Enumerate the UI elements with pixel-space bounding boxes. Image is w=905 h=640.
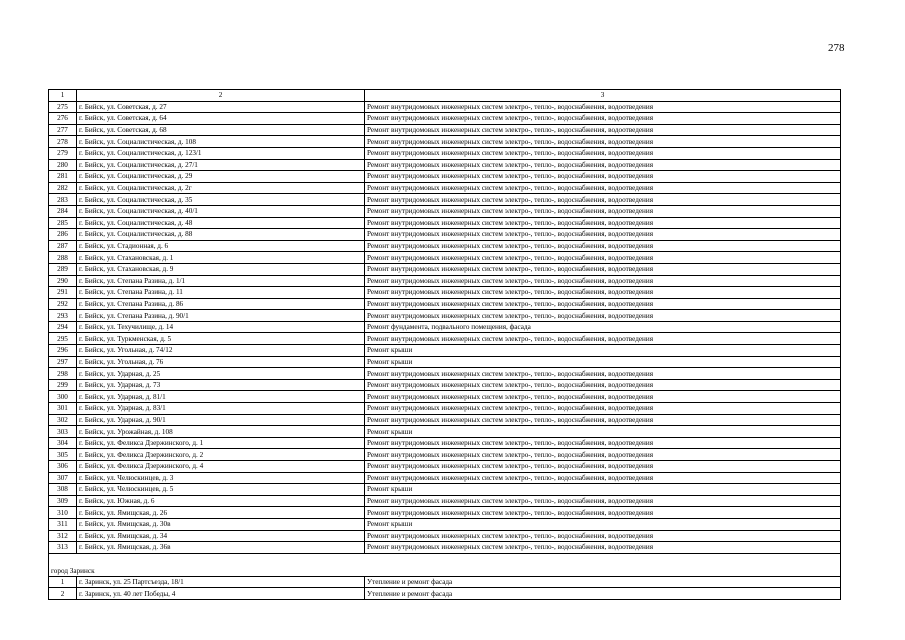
- row-number: 283: [49, 194, 77, 206]
- row-number: 2: [49, 588, 77, 600]
- row-work-type: Ремонт внутридомовых инженерных систем электро-, тепло-, водоснабжения, водоотведения: [365, 136, 841, 148]
- row-work-type: Ремонт внутридомовых инженерных систем электро-, тепло-, водоснабжения, водоотведения: [365, 461, 841, 473]
- row-work-type: Ремонт внутридомовых инженерных систем электро-, тепло-, водоснабжения, водоотведения: [365, 333, 841, 345]
- row-work-type: Ремонт внутридомовых инженерных систем электро-, тепло-, водоснабжения, водоотведения: [365, 379, 841, 391]
- row-number: 281: [49, 171, 77, 183]
- row-address: г. Бийск, ул. Челюскинцев, д. 5: [77, 484, 365, 496]
- row-work-type: Ремонт внутридомовых инженерных систем электро-, тепло-, водоснабжения, водоотведения: [365, 113, 841, 125]
- row-work-type: Ремонт внутридомовых инженерных систем электро-, тепло-, водоснабжения, водоотведения: [365, 287, 841, 299]
- table-row: [49, 368, 841, 380]
- row-work-type: Ремонт внутридомовых инженерных систем электро-, тепло-, водоснабжения, водоотведения: [365, 449, 841, 461]
- row-work-type: Ремонт внутридомовых инженерных систем электро-, тепло-, водоснабжения, водоотведения: [365, 275, 841, 287]
- row-number: 289: [49, 263, 77, 275]
- page-number: 278: [828, 42, 845, 54]
- row-address: г. Бийск, ул. Угольная, д. 74/12: [77, 345, 365, 357]
- row-address: г. Бийск, ул. Советская, д. 68: [77, 124, 365, 136]
- table-row: [49, 507, 841, 519]
- table-row: [49, 147, 841, 159]
- table-row: [49, 194, 841, 206]
- row-work-type: Ремонт внутридомовых инженерных систем электро-, тепло-, водоснабжения, водоотведения: [365, 240, 841, 252]
- row-address: г. Бийск, ул. Ударная, д. 25: [77, 368, 365, 380]
- row-number: 1: [49, 576, 77, 588]
- row-number: 290: [49, 275, 77, 287]
- header-col-1: 1: [49, 90, 77, 102]
- row-address: г. Бийск, ул. Социалистическая, д. 108: [77, 136, 365, 148]
- row-number: 301: [49, 403, 77, 415]
- row-work-type: Ремонт внутридомовых инженерных систем электро-, тепло-, водоснабжения, водоотведения: [365, 530, 841, 542]
- table-row: [49, 229, 841, 241]
- row-number: 296: [49, 345, 77, 357]
- table-row: [49, 345, 841, 357]
- row-address: г. Бийск, ул. Советская, д. 27: [77, 101, 365, 113]
- row-work-type: Ремонт внутридомовых инженерных систем электро-, тепло-, водоснабжения, водоотведения: [365, 542, 841, 554]
- table-row: [49, 310, 841, 322]
- header-col-2: 2: [77, 90, 365, 102]
- row-address: г. Заринск, ул. 40 лет Победы, 4: [77, 588, 365, 600]
- row-address: г. Бийск, ул. Степана Разина, д. 1/1: [77, 275, 365, 287]
- row-work-type: Ремонт внутридомовых инженерных систем электро-, тепло-, водоснабжения, водоотведения: [365, 124, 841, 136]
- row-number: 285: [49, 217, 77, 229]
- table-row: [49, 182, 841, 194]
- row-address: г. Бийск, ул. Советская, д. 64: [77, 113, 365, 125]
- row-work-type: Ремонт внутридомовых инженерных систем электро-, тепло-, водоснабжения, водоотведения: [365, 147, 841, 159]
- row-address: г. Бийск, ул. Степана Разина, д. 86: [77, 298, 365, 310]
- table-row: [49, 275, 841, 287]
- table-row: [49, 333, 841, 345]
- row-address: г. Бийск, ул. Ударная, д. 90/1: [77, 414, 365, 426]
- table-row: [49, 472, 841, 484]
- table-row: [49, 518, 841, 530]
- row-number: 311: [49, 518, 77, 530]
- table-row: [49, 205, 841, 217]
- table-row: [49, 298, 841, 310]
- row-number: 288: [49, 252, 77, 264]
- row-address: г. Бийск, ул. Ямищская, д. 26: [77, 507, 365, 519]
- table-row: [49, 321, 841, 333]
- row-address: г. Бийск, ул. Техучилище, д. 14: [77, 321, 365, 333]
- row-number: 302: [49, 414, 77, 426]
- row-number: 305: [49, 449, 77, 461]
- row-address: г. Бийск, ул. Урожайная, д. 108: [77, 426, 365, 438]
- row-work-type: Утепление и ремонт фасада: [365, 588, 841, 600]
- row-address: г. Бийск, ул. Ударная, д. 81/1: [77, 391, 365, 403]
- row-address: г. Бийск, ул. Стахановская, д. 9: [77, 263, 365, 275]
- row-address: г. Бийск, ул. Ямищская, д. 30в: [77, 518, 365, 530]
- table-row: [49, 263, 841, 275]
- row-address: г. Бийск, ул. Социалистическая, д. 29: [77, 171, 365, 183]
- row-work-type: Ремонт внутридомовых инженерных систем электро-, тепло-, водоснабжения, водоотведения: [365, 194, 841, 206]
- table-row: [49, 379, 841, 391]
- table-row: [49, 240, 841, 252]
- header-col-3: 3: [365, 90, 841, 102]
- table-body: [49, 90, 841, 600]
- table-row: [49, 287, 841, 299]
- row-work-type: Ремонт внутридомовых инженерных систем электро-, тепло-, водоснабжения, водоотведения: [365, 403, 841, 415]
- row-address: г. Бийск, ул. Южная, д. 6: [77, 495, 365, 507]
- row-work-type: Ремонт внутридомовых инженерных систем электро-, тепло-, водоснабжения, водоотведения: [365, 101, 841, 113]
- table-row: [49, 113, 841, 125]
- row-work-type: Ремонт внутридомовых инженерных систем электро-, тепло-, водоснабжения, водоотведения: [365, 263, 841, 275]
- table-row: [49, 484, 841, 496]
- table-row: [49, 124, 841, 136]
- table-row: [49, 217, 841, 229]
- row-work-type: Ремонт внутридомовых инженерных систем электро-, тепло-, водоснабжения, водоотведения: [365, 368, 841, 380]
- row-address: г. Бийск, ул. Стадионная, д. 6: [77, 240, 365, 252]
- spacer-row: [49, 553, 841, 576]
- row-number: 297: [49, 356, 77, 368]
- row-number: 292: [49, 298, 77, 310]
- row-number: 276: [49, 113, 77, 125]
- row-address: г. Бийск, ул. Угольная, д. 76: [77, 356, 365, 368]
- row-address: г. Бийск, ул. Социалистическая, д. 40/1: [77, 205, 365, 217]
- table-row: [49, 437, 841, 449]
- row-address: г. Бийск, ул. Ямищская, д. 34: [77, 530, 365, 542]
- row-work-type: Ремонт внутридомовых инженерных систем электро-, тепло-, водоснабжения, водоотведения: [365, 507, 841, 519]
- row-number: 303: [49, 426, 77, 438]
- row-number: 275: [49, 101, 77, 113]
- row-address: г. Бийск, ул. Челюскинцев, д. 3: [77, 472, 365, 484]
- row-number: 291: [49, 287, 77, 299]
- row-work-type: Ремонт внутридомовых инженерных систем электро-, тепло-, водоснабжения, водоотведения: [365, 310, 841, 322]
- row-work-type: Ремонт внутридомовых инженерных систем электро-, тепло-, водоснабжения, водоотведения: [365, 217, 841, 229]
- row-number: 308: [49, 484, 77, 496]
- row-number: 279: [49, 147, 77, 159]
- row-work-type: Ремонт внутридомовых инженерных систем электро-, тепло-, водоснабжения, водоотведения: [365, 437, 841, 449]
- table-row: [49, 391, 841, 403]
- row-work-type: Ремонт внутридомовых инженерных систем электро-, тепло-, водоснабжения, водоотведения: [365, 298, 841, 310]
- row-address: г. Бийск, ул. Социалистическая, д. 2г: [77, 182, 365, 194]
- row-address: г. Бийск, ул. Социалистическая, д. 35: [77, 194, 365, 206]
- row-work-type: Ремонт фундамента, подвального помещения, фасада: [365, 321, 841, 333]
- row-number: 295: [49, 333, 77, 345]
- row-address: г. Бийск, ул. Феликса Дзержинского, д. 1: [77, 437, 365, 449]
- row-work-type: Ремонт внутридомовых инженерных систем электро-, тепло-, водоснабжения, водоотведения: [365, 159, 841, 171]
- table-row: [49, 171, 841, 183]
- row-work-type: Ремонт крыши: [365, 426, 841, 438]
- table-row: [49, 576, 841, 588]
- row-number: 306: [49, 461, 77, 473]
- row-work-type: Ремонт внутридомовых инженерных систем электро-, тепло-, водоснабжения, водоотведения: [365, 252, 841, 264]
- row-address: г. Бийск, ул. Феликса Дзержинского, д. 4: [77, 461, 365, 473]
- row-address: г. Бийск, ул. Ударная, д. 83/1: [77, 403, 365, 415]
- table-row: [49, 403, 841, 415]
- row-number: 300: [49, 391, 77, 403]
- table-row: [49, 542, 841, 554]
- row-number: 277: [49, 124, 77, 136]
- row-number: 284: [49, 205, 77, 217]
- row-work-type: Ремонт внутридомовых инженерных систем электро-, тепло-, водоснабжения, водоотведения: [365, 229, 841, 241]
- row-address: г. Бийск, ул. Социалистическая, д. 88: [77, 229, 365, 241]
- row-work-type: Ремонт внутридомовых инженерных систем электро-, тепло-, водоснабжения, водоотведения: [365, 171, 841, 183]
- row-work-type: Ремонт крыши: [365, 345, 841, 357]
- table-row: [49, 136, 841, 148]
- row-number: 293: [49, 310, 77, 322]
- row-work-type: Ремонт внутридомовых инженерных систем электро-, тепло-, водоснабжения, водоотведения: [365, 182, 841, 194]
- row-work-type: Ремонт внутридомовых инженерных систем электро-, тепло-, водоснабжения, водоотведения: [365, 495, 841, 507]
- table-row: [49, 426, 841, 438]
- table-row: [49, 588, 841, 600]
- row-number: 304: [49, 437, 77, 449]
- row-work-type: Утепление и ремонт фасада: [365, 576, 841, 588]
- row-address: г. Бийск, ул. Социалистическая, д. 27/1: [77, 159, 365, 171]
- table-row: [49, 461, 841, 473]
- row-work-type: Ремонт внутридомовых инженерных систем электро-, тепло-, водоснабжения, водоотведения: [365, 414, 841, 426]
- row-number: 278: [49, 136, 77, 148]
- row-number: 286: [49, 229, 77, 241]
- row-number: 312: [49, 530, 77, 542]
- row-work-type: Ремонт внутридомовых инженерных систем электро-, тепло-, водоснабжения, водоотведения: [365, 472, 841, 484]
- row-number: 280: [49, 159, 77, 171]
- repair-registry-table: [48, 89, 841, 600]
- header-row: [49, 90, 841, 102]
- row-address: г. Заринск, ул. 25 Партсъезда, 18/1: [77, 576, 365, 588]
- row-number: 294: [49, 321, 77, 333]
- row-work-type: Ремонт внутридомовых инженерных систем электро-, тепло-, водоснабжения, водоотведения: [365, 205, 841, 217]
- row-address: г. Бийск, ул. Стахановская, д. 1: [77, 252, 365, 264]
- row-address: г. Бийск, ул. Феликса Дзержинского, д. 2: [77, 449, 365, 461]
- table-row: [49, 414, 841, 426]
- section-title-zarinsk: город Заринск: [49, 553, 841, 576]
- row-address: г. Бийск, ул. Степана Разина, д. 11: [77, 287, 365, 299]
- row-number: 282: [49, 182, 77, 194]
- table-row: [49, 159, 841, 171]
- table-row: [49, 356, 841, 368]
- row-work-type: Ремонт внутридомовых инженерных систем электро-, тепло-, водоснабжения, водоотведения: [365, 391, 841, 403]
- table-row: [49, 449, 841, 461]
- row-number: 299: [49, 379, 77, 391]
- row-number: 287: [49, 240, 77, 252]
- row-number: 310: [49, 507, 77, 519]
- row-number: 309: [49, 495, 77, 507]
- table-row: [49, 495, 841, 507]
- row-address: г. Бийск, ул. Туркменская, д. 5: [77, 333, 365, 345]
- row-address: г. Бийск, ул. Ударная, д. 73: [77, 379, 365, 391]
- row-work-type: Ремонт крыши: [365, 484, 841, 496]
- row-number: 298: [49, 368, 77, 380]
- row-work-type: Ремонт крыши: [365, 518, 841, 530]
- table-row: [49, 101, 841, 113]
- row-address: г. Бийск, ул. Ямищская, д. 36в: [77, 542, 365, 554]
- table-row: [49, 252, 841, 264]
- row-number: 307: [49, 472, 77, 484]
- row-number: 313: [49, 542, 77, 554]
- row-address: г. Бийск, ул. Социалистическая, д. 48: [77, 217, 365, 229]
- row-work-type: Ремонт крыши: [365, 356, 841, 368]
- row-address: г. Бийск, ул. Социалистическая, д. 123/1: [77, 147, 365, 159]
- row-address: г. Бийск, ул. Степана Разина, д. 90/1: [77, 310, 365, 322]
- table-row: [49, 530, 841, 542]
